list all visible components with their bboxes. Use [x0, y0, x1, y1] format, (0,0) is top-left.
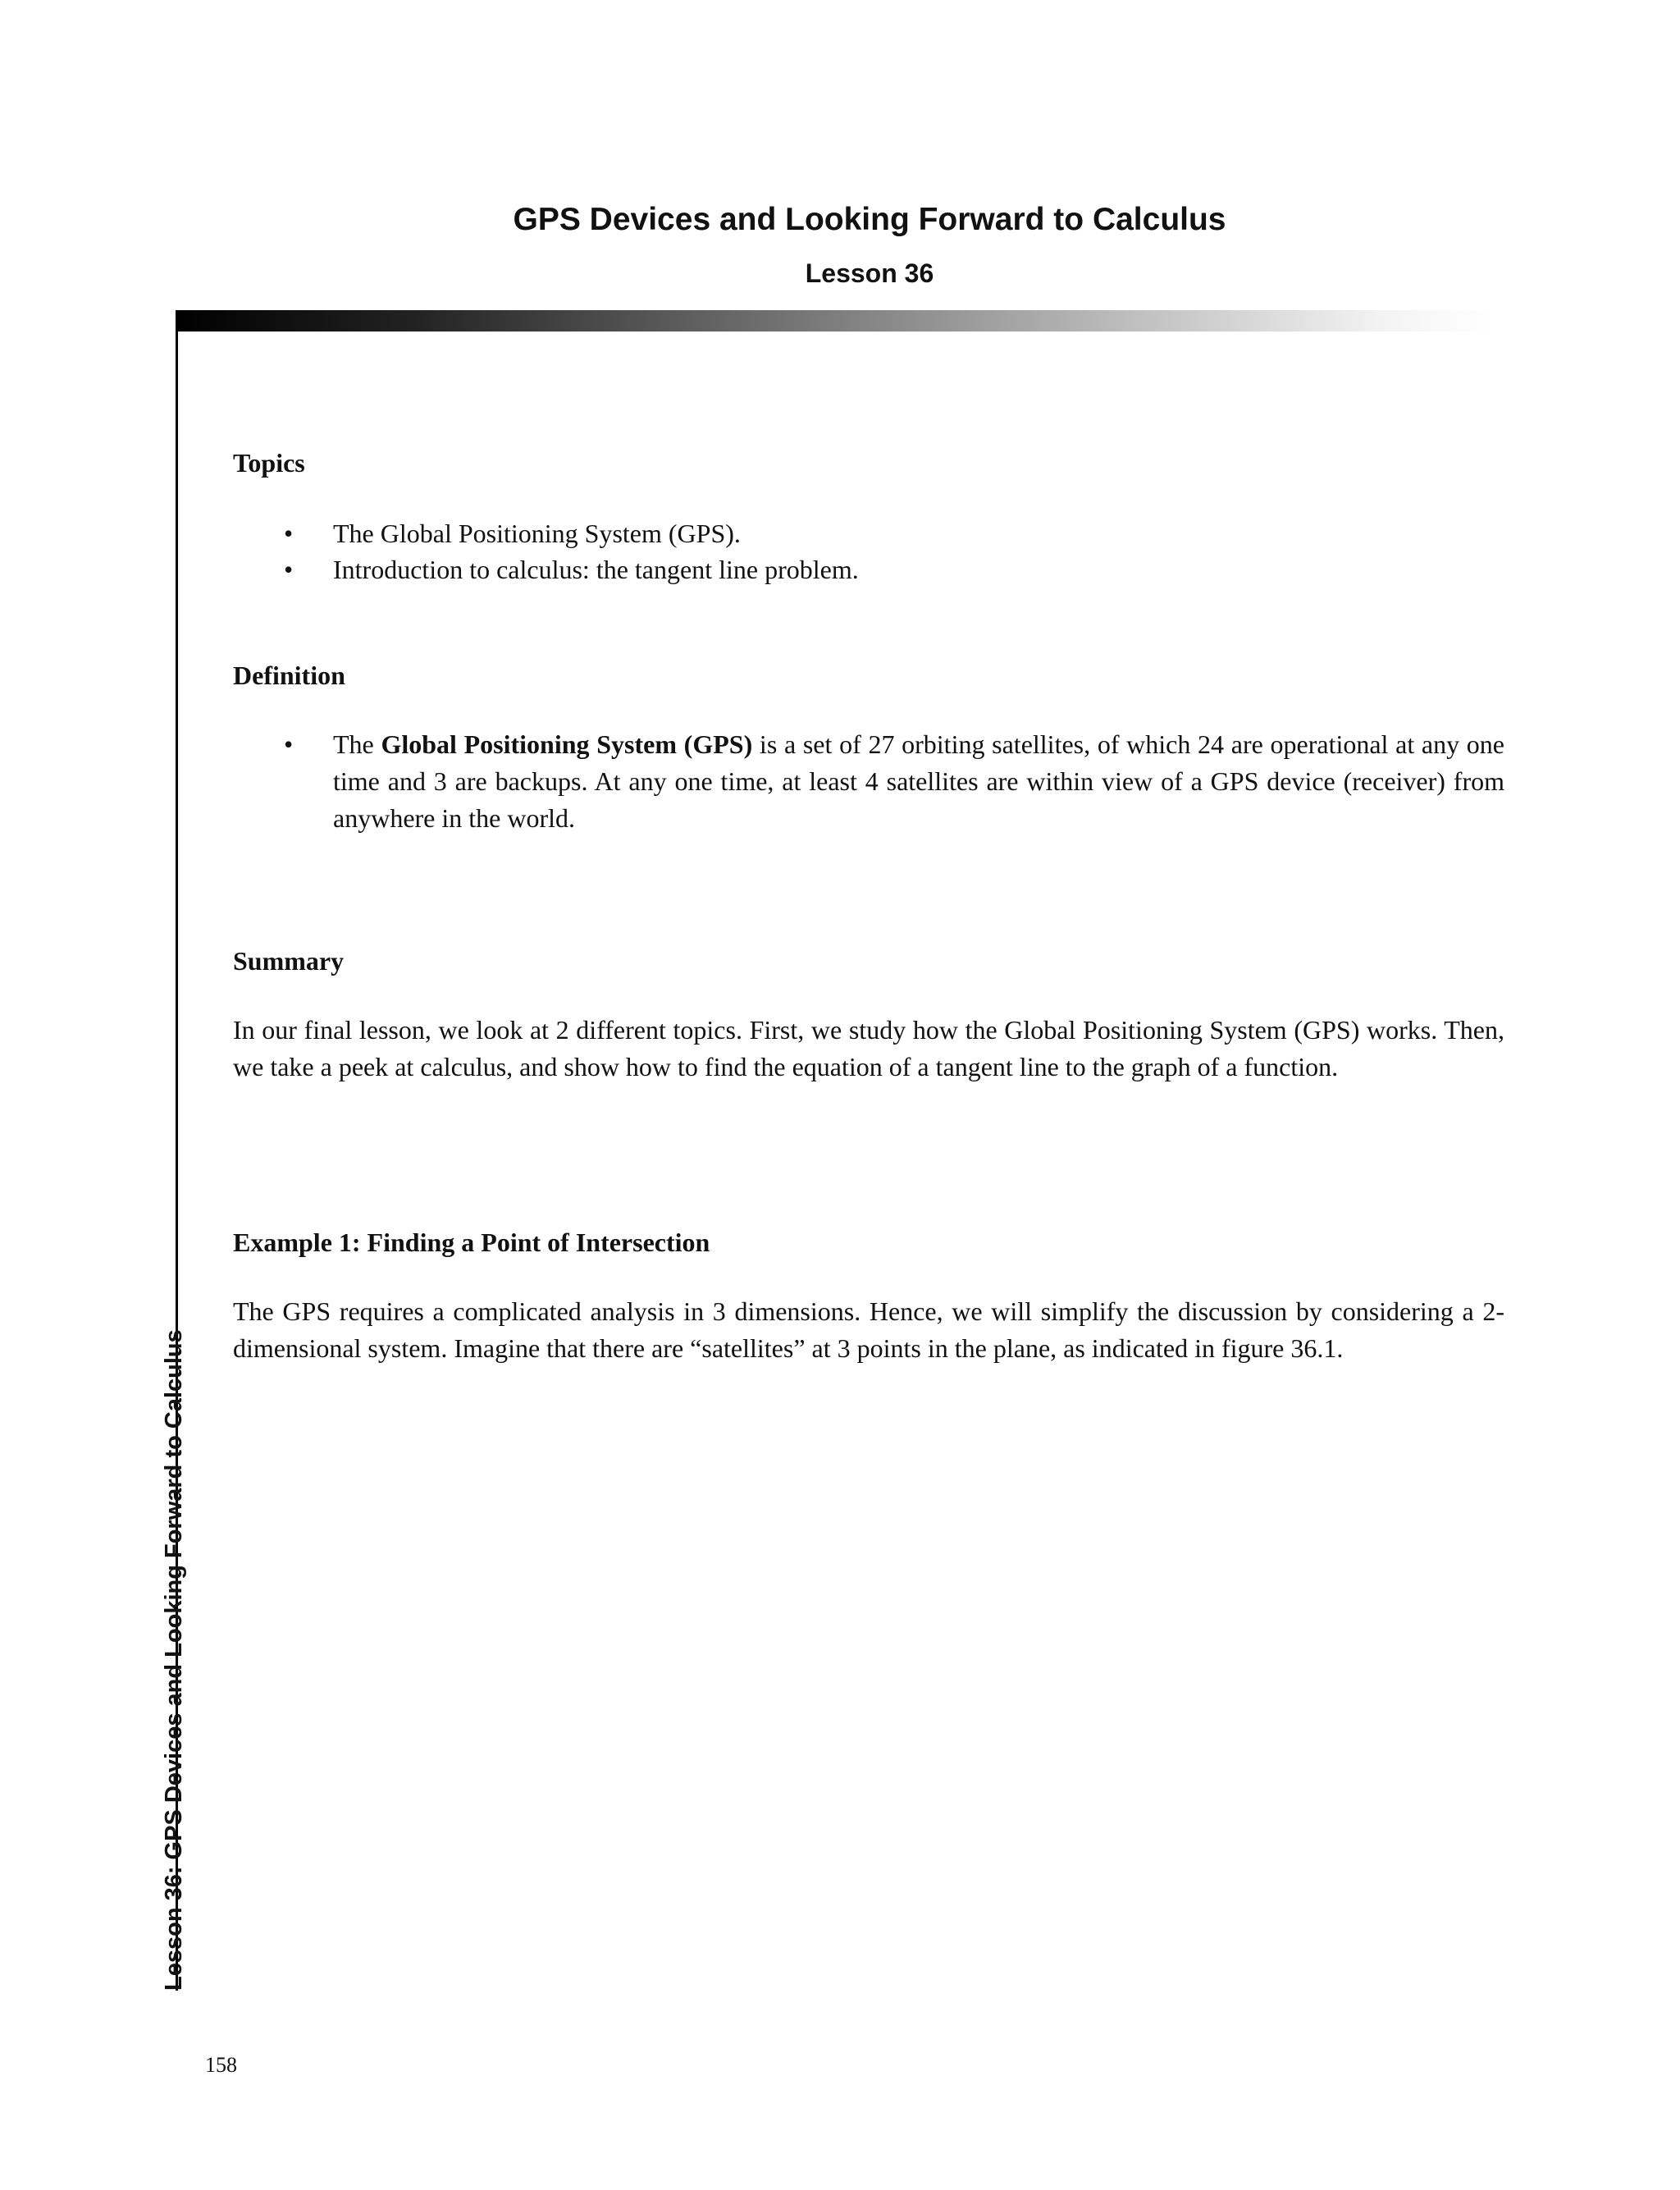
definition-heading: Definition [233, 661, 345, 690]
example-paragraph: The GPS requires a complicated analysis in 3 dimensions. Hence, we will simplify the discussion by considering a 2-dimensional system. Imagine that there are “satellites” at 3 points in the plane, as indicated in figure 36.1. [233, 1296, 1504, 1363]
topics-heading: Topics [233, 448, 305, 478]
lesson-subtitle: Lesson 36 [805, 258, 934, 288]
page-number: 158 [205, 2053, 237, 2077]
topic-text: Introduction to calculus: the tangent line problem. [333, 555, 859, 584]
definition-lead: The [333, 729, 381, 759]
list-item [233, 726, 1504, 837]
vertical-running-title: Lesson 36: GPS Devices and Looking Forward to Calculus [161, 1329, 187, 1991]
list-item [233, 551, 1504, 588]
bullet-icon: • [284, 729, 294, 759]
page-title: GPS Devices and Looking Forward to Calculus [513, 202, 1226, 237]
bullet-icon: • [284, 555, 294, 584]
list-item [233, 515, 1504, 551]
topics-list [233, 515, 1504, 588]
definition-list [233, 726, 1504, 837]
definition-term: Global Positioning System (GPS) [381, 729, 753, 759]
definition-body: is a set of 27 orbiting satellites, of which 24 are operational at any one time and 3 are backups. At any one time, at least 4 satellites are within view of a GPS device (receiver) from anywhere in the world. [333, 729, 1505, 833]
example-heading: Example 1: Finding a Point of Intersection [233, 1228, 710, 1257]
summary-heading: Summary [233, 946, 345, 976]
summary-paragraph: In our final lesson, we look at 2 different topics. First, we study how the Global Positioning System (GPS) works. Then, we take a peek at calculus, and show how to find the equation of a tangent line to the graph of a function. [233, 1015, 1504, 1081]
bullet-icon: • [284, 519, 294, 548]
topic-text: The Global Positioning System (GPS). [333, 519, 741, 548]
header-gradient-rule [176, 310, 1492, 331]
